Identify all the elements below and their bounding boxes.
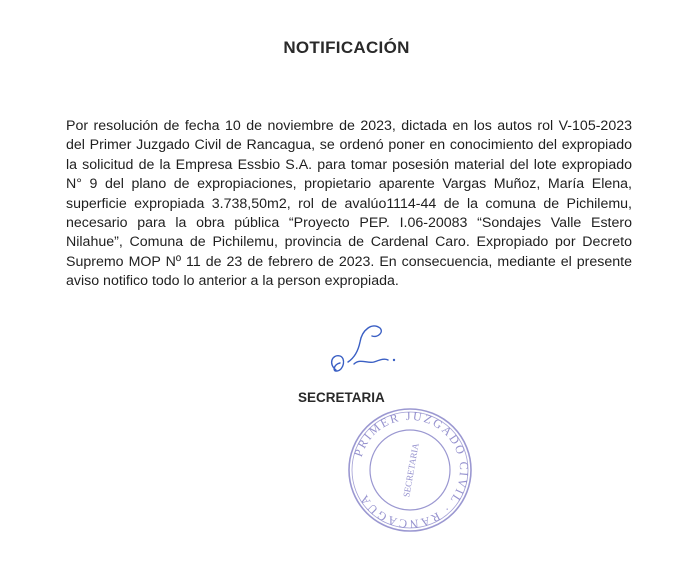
seal-inner-text: SECRETARIA xyxy=(401,442,421,499)
signer-role-label: SECRETARIA xyxy=(298,390,385,405)
document-title: NOTIFICACIÓN xyxy=(283,38,410,57)
court-seal-stamp xyxy=(345,405,475,535)
handwritten-signature xyxy=(318,318,408,388)
seal-outer-text: PRIMER JUZGADO CIVIL · RANCAGUA xyxy=(351,408,472,532)
notification-paragraph: Por resolución de fecha 10 de noviembre de 2023, dictada en los autos rol V-105-2023 del Primer Juzgado Civil de Rancagua, se ordenó poner en conocimiento del expropiado la solicitud de la Empresa Essbio S.A. para tomar posesión material del lote expropiado N° 9 del plano de expropiaciones, propietario aparente Vargas Muñoz, María Elena, superficie expropiada 3.738,50m2, rol de avalúo1114-44 de la comuna de Pichilemu, necesario para la obra pública “Proyecto PEP. I.06-20083 “Sondajes Valle Estero Nilahue”, Comuna de Pichilemu, provincia de Cardenal Caro. Expropiado por Decreto Supremo MOP Nº 11 de 23 de febrero de 2023. En consecuencia, mediante el presente aviso notifico todo lo anterior a la person expropiada. xyxy=(66,118,632,290)
